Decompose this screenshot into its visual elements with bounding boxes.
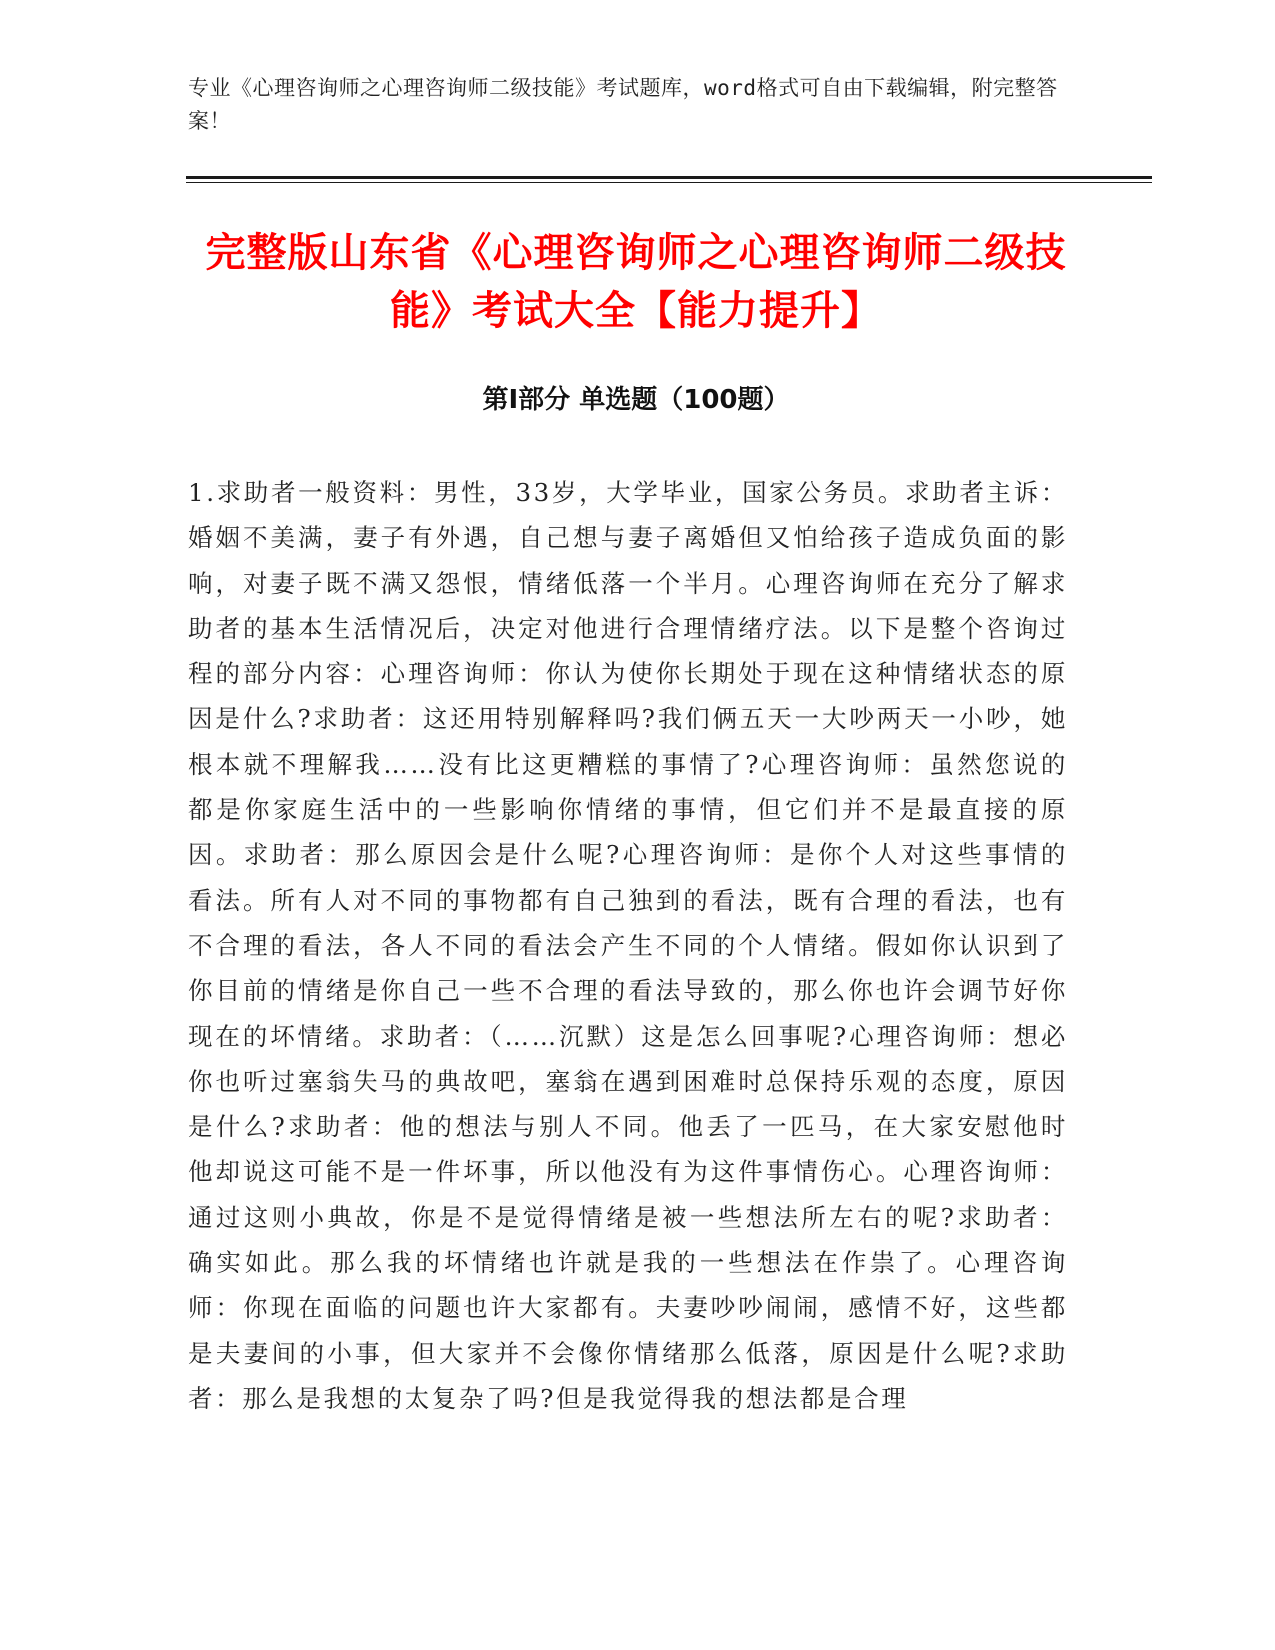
document-title: 完整版山东省《心理咨询师之心理咨询师二级技能》考试大全【能力提升】 [205,230,1067,334]
header-divider-thin [186,182,1152,183]
section-heading: 第Ⅰ部分 单选题（100题） [482,385,790,415]
header-note: 专业《心理咨询师之心理咨询师二级技能》考试题库，word格式可自由下载编辑，附完整答案！ [188,76,1058,133]
header-divider-thick [186,176,1152,179]
question-text: 1.求助者一般资料：男性，33岁，大学毕业，国家公务员。求助者主诉：婚姻不美满，妻子有外遇，自己想与妻子离婚但又怕给孩子造成负面的影响，对妻子既不满又怨恨，情绪低落一个半月。心理咨询师在充分了解求助者的基本生活情况后，决定对他进行合理情绪疗法。以下是整个咨询过程的部分内容：心理咨询师：你认为使你长期处于现在这种情绪状态的原因是什么?求助者：这还用特别解释吗?我们俩五天一大吵两天一小吵，她根本就不理解我……没有比这更糟糕的事情了?心理咨询师：虽然您说的都是你家庭生活中的一些影响你情绪的事情，但它们并不是最直接的原因。求助者：那么原因会是什么呢?心理咨询师：是你个人对这些事情的看法。所有人对不同的事物都有自己独到的看法，既有合理的看法，也有不合理的看法，各人不同的看法会产生不同的个人情绪。假如你认识到了你目前的情绪是你自己一些不合理的看法导致的，那么你也许会调节好你现在的坏情绪。求助者：（……沉默）这是怎么回事呢?心理咨询师：想必你也听过塞翁失马的典故吧，塞翁在遇到困难时总保持乐观的态度，原因是什么?求助者：他的想法与别人不同。他丢了一匹马，在大家安慰他时他却说这可能不是一件坏事，所以他没有为这件事情伤心。心理咨询师：通过这则小典故，你是不是觉得情绪是被一些想法所左右的呢?求助者：确实如此。那么我的坏情绪也许就是我的一些想法在作祟了。心理咨询师：你现在面临的问题也许大家都有。夫妻吵吵闹闹，感情不好，这些都是夫妻间的小事，但大家并不会像你情绪那么低落，原因是什么呢?求助者：那么是我想的太复杂了吗?但是我觉得我的想法都是合理 [188,478,1068,1413]
